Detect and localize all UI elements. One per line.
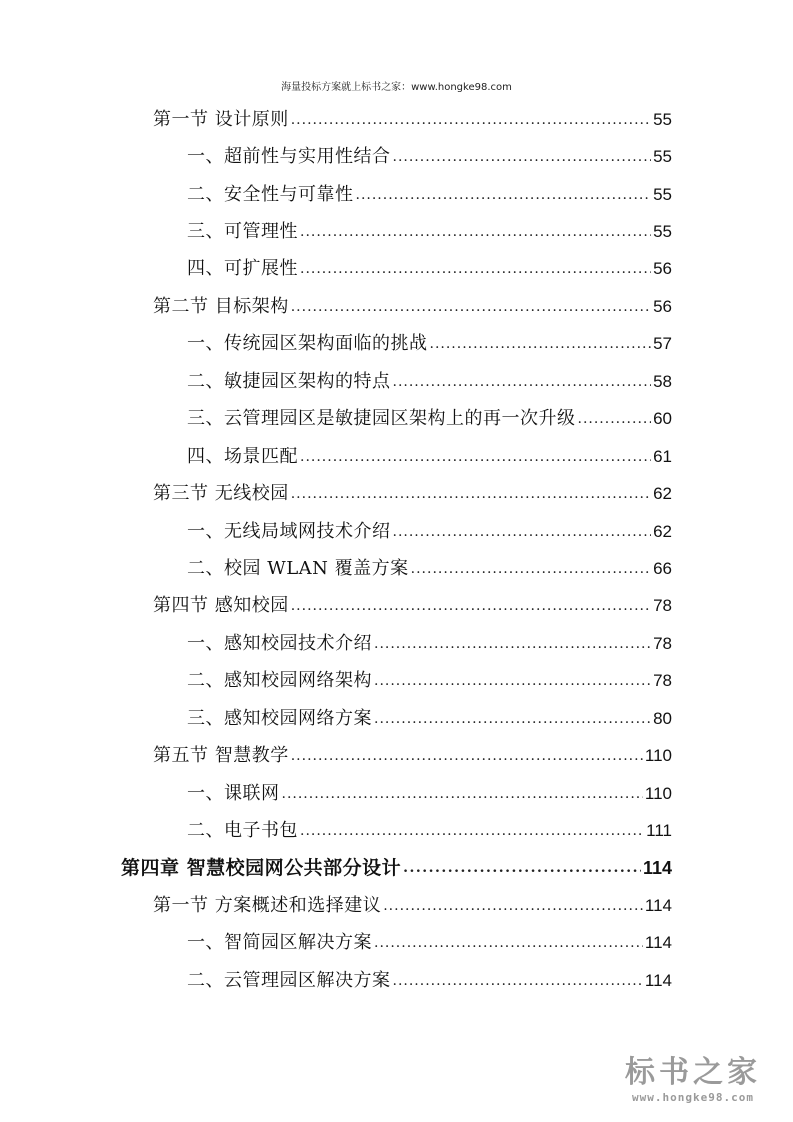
toc-entry-page: 62 (653, 484, 672, 503)
toc-entry-label: 二、敏捷园区架构的特点 (187, 371, 391, 392)
toc-entry-page: 114 (644, 896, 672, 915)
toc-leader-dots (291, 747, 643, 765)
toc-entry[interactable] (153, 475, 672, 505)
toc-leader-dots (393, 523, 652, 541)
toc-entry-page: 111 (646, 821, 672, 840)
toc-entry-label: 第二节 目标架构 (153, 296, 289, 317)
toc-entry-page: 60 (653, 409, 672, 428)
toc-entry-label: 四、场景匹配 (187, 446, 298, 467)
watermark-logo (613, 1055, 773, 1104)
toc-leader-dots (374, 635, 651, 653)
toc-entry-label: 二、安全性与可靠性 (187, 184, 354, 205)
toc-entry[interactable] (187, 213, 672, 243)
toc-leader-dots (300, 448, 651, 466)
toc-entry-page: 80 (653, 709, 672, 728)
toc-entry-page: 114 (644, 971, 672, 990)
toc-leader-dots (393, 373, 652, 391)
toc-leader-dots (291, 111, 651, 129)
toc-entry[interactable] (153, 887, 672, 917)
toc-entry-page: 110 (644, 784, 672, 803)
toc-entry-page: 61 (653, 447, 672, 466)
toc-leader-dots (291, 298, 651, 316)
toc-entry[interactable] (187, 176, 672, 206)
toc-entry[interactable] (187, 662, 672, 692)
toc-leader-dots (282, 785, 643, 803)
toc-entry-page: 78 (653, 596, 672, 615)
toc-entry-page: 55 (653, 110, 672, 129)
toc-leader-dots (356, 186, 652, 204)
toc-entry-page: 56 (653, 297, 672, 316)
toc-entry[interactable] (187, 400, 672, 430)
toc-entry-page: 58 (653, 372, 672, 391)
toc-entry-page: 55 (653, 185, 672, 204)
toc-entry-label: 二、电子书包 (187, 820, 298, 841)
toc-entry-page: 55 (653, 222, 672, 241)
toc-entry-page: 66 (653, 559, 672, 578)
toc-leader-dots (393, 148, 652, 166)
toc-entry-page: 55 (653, 147, 672, 166)
toc-leader-dots (374, 934, 643, 952)
toc-entry-label: 第四章 智慧校园网公共部分设计 (121, 857, 402, 879)
toc-entry-label: 二、云管理园区解决方案 (187, 970, 391, 991)
toc-entry-label: 一、超前性与实用性结合 (187, 146, 391, 167)
toc-entry-chapter[interactable] (121, 849, 672, 879)
toc-entry[interactable] (153, 288, 672, 318)
toc-entry-page: 57 (653, 334, 672, 353)
toc-entry-label: 一、课联网 (187, 783, 280, 804)
toc-entry[interactable] (187, 962, 672, 992)
toc-entry-label: 二、校园 WLAN 覆盖方案 (187, 558, 409, 579)
toc-leader-dots (411, 560, 651, 578)
toc-entry[interactable] (187, 363, 672, 393)
page-header: 海量投标方案就上标书之家：www.hongke98.com (281, 82, 512, 93)
toc-leader-dots (403, 859, 641, 877)
toc-entry-label: 第五节 智慧教学 (153, 745, 289, 766)
toc-entry[interactable] (187, 625, 672, 655)
toc-entry-page: 110 (644, 746, 672, 765)
toc-leader-dots (300, 822, 644, 840)
toc-entry-label: 一、传统园区架构面临的挑战 (187, 333, 428, 354)
toc-entry-label: 第三节 无线校园 (153, 483, 289, 504)
toc-entry[interactable] (187, 700, 672, 730)
toc-entry-page: 56 (653, 259, 672, 278)
toc-leader-dots (374, 672, 651, 690)
toc-entry-page: 114 (644, 933, 672, 952)
toc-entry-label: 三、感知校园网络方案 (187, 708, 372, 729)
toc-leader-dots (383, 897, 643, 915)
toc-entry[interactable] (187, 550, 672, 580)
toc-leader-dots (393, 972, 643, 990)
toc-entry-label: 第一节 设计原则 (153, 109, 289, 130)
toc-entry[interactable] (153, 737, 672, 767)
toc-entry-label: 第四节 感知校园 (153, 595, 289, 616)
toc-entry[interactable] (187, 924, 672, 954)
toc-entry[interactable] (187, 775, 672, 805)
toc-entry-page: 78 (653, 634, 672, 653)
toc-entry-label: 第一节 方案概述和选择建议 (153, 895, 382, 916)
toc-entry-label: 三、云管理园区是敏捷园区架构上的再一次升级 (187, 408, 576, 429)
toc-entry[interactable] (187, 513, 672, 543)
toc-entry-label: 四、可扩展性 (187, 258, 298, 279)
toc-leader-dots (578, 410, 652, 428)
toc-leader-dots (430, 335, 652, 353)
toc-leader-dots (300, 223, 651, 241)
toc-leader-dots (291, 597, 651, 615)
toc-entry-page: 78 (653, 671, 672, 690)
toc-entry-page: 62 (653, 522, 672, 541)
toc-leader-dots (374, 710, 651, 728)
toc-entry[interactable] (153, 587, 672, 617)
toc-entry-label: 二、感知校园网络架构 (187, 670, 372, 691)
toc-leader-dots (291, 485, 651, 503)
toc-entry[interactable] (187, 812, 672, 842)
toc-entry[interactable] (187, 438, 672, 468)
toc-entry[interactable] (187, 250, 672, 280)
toc-entry-label: 一、无线局域网技术介绍 (187, 521, 391, 542)
toc-entry-page: 114 (642, 858, 672, 878)
toc-entry[interactable] (187, 138, 672, 168)
toc-entry-label: 一、感知校园技术介绍 (187, 633, 372, 654)
toc-leader-dots (300, 260, 651, 278)
watermark-title: 标书之家 (625, 1055, 761, 1090)
watermark-url: www.hongke98.com (632, 1091, 754, 1104)
toc-entry-label: 三、可管理性 (187, 221, 298, 242)
toc-entry-label: 一、智简园区解决方案 (187, 932, 372, 953)
toc-entry[interactable] (153, 101, 672, 131)
toc-entry[interactable] (187, 325, 672, 355)
